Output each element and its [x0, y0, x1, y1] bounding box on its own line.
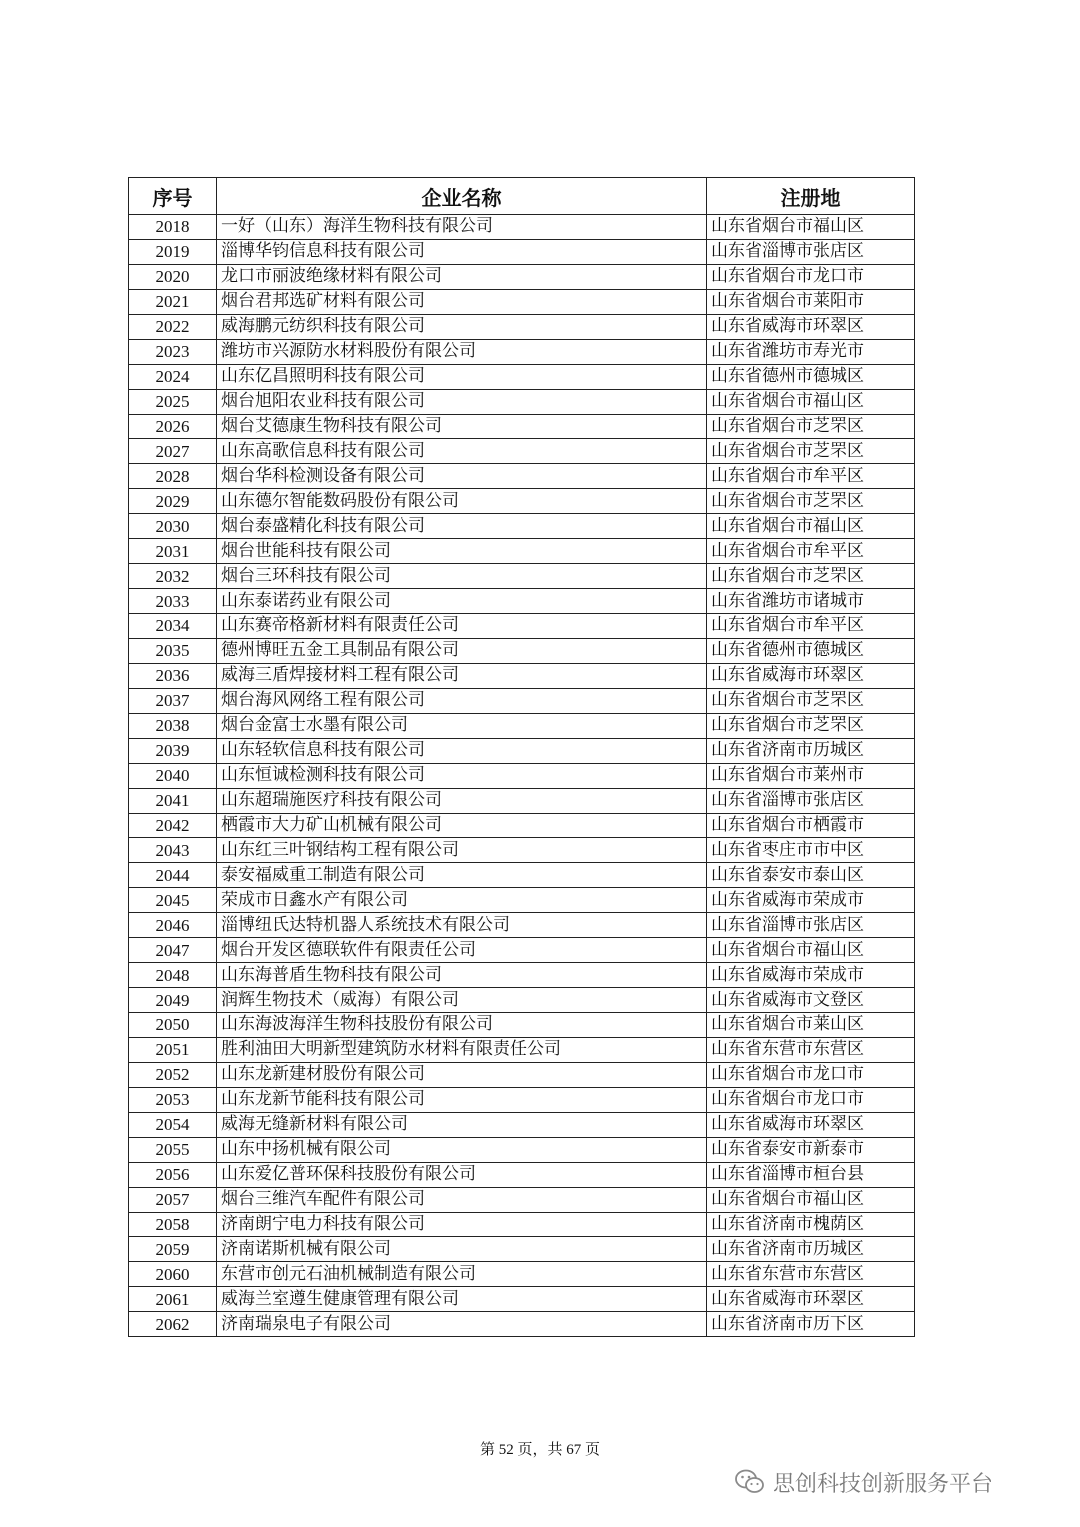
company-name-cell: 胜利油田大明新型建筑防水材料有限责任公司 [217, 1037, 707, 1062]
registration-place-cell: 山东省淄博市张店区 [707, 239, 915, 264]
serial-number-cell: 2041 [129, 788, 217, 813]
table-row [129, 239, 915, 264]
registration-place-cell: 山东省烟台市芝罘区 [707, 414, 915, 439]
table-row [129, 738, 915, 763]
table-row [129, 1037, 915, 1062]
table-row [129, 489, 915, 514]
serial-number-cell: 2032 [129, 564, 217, 589]
header-registration-place: 注册地 [707, 178, 915, 215]
serial-number-cell: 2033 [129, 589, 217, 614]
table-row [129, 464, 915, 489]
serial-number-cell: 2058 [129, 1212, 217, 1237]
company-name-cell: 潍坊市兴源防水材料股份有限公司 [217, 339, 707, 364]
table-row [129, 1187, 915, 1212]
table-row [129, 1237, 915, 1262]
table-row [129, 1087, 915, 1112]
registration-place-cell: 山东省淄博市桓台县 [707, 1162, 915, 1187]
serial-number-cell: 2024 [129, 364, 217, 389]
registration-place-cell: 山东省烟台市龙口市 [707, 264, 915, 289]
serial-number-cell: 2023 [129, 339, 217, 364]
table-row [129, 713, 915, 738]
company-name-cell: 润辉生物技术（威海）有限公司 [217, 988, 707, 1013]
registration-place-cell: 山东省烟台市牟平区 [707, 539, 915, 564]
table-row [129, 364, 915, 389]
registration-place-cell: 山东省威海市环翠区 [707, 314, 915, 339]
registration-place-cell: 山东省威海市荣成市 [707, 963, 915, 988]
page-number-footer: 第 52 页，共 67 页 [479, 1442, 600, 1458]
serial-number-cell: 2061 [129, 1287, 217, 1312]
serial-number-cell: 2048 [129, 963, 217, 988]
table-row [129, 688, 915, 713]
table-row [129, 813, 915, 838]
company-name-cell: 威海鹏元纺织科技有限公司 [217, 314, 707, 339]
registration-place-cell: 山东省烟台市莱州市 [707, 763, 915, 788]
table-row [129, 539, 915, 564]
table-row [129, 788, 915, 813]
serial-number-cell: 2044 [129, 863, 217, 888]
serial-number-cell: 2049 [129, 988, 217, 1013]
serial-number-cell: 2031 [129, 539, 217, 564]
serial-number-cell: 2018 [129, 215, 217, 240]
table-row [129, 988, 915, 1013]
registration-place-cell: 山东省枣庄市市中区 [707, 838, 915, 863]
table-row [129, 414, 915, 439]
serial-number-cell: 2035 [129, 638, 217, 663]
registration-place-cell: 山东省烟台市龙口市 [707, 1087, 915, 1112]
registration-place-cell: 山东省威海市环翠区 [707, 663, 915, 688]
table-row [129, 289, 915, 314]
company-name-cell: 威海三盾焊接材料工程有限公司 [217, 663, 707, 688]
company-name-cell: 烟台世能科技有限公司 [217, 539, 707, 564]
company-name-cell: 德州博旺五金工具制品有限公司 [217, 638, 707, 663]
company-table-container [128, 177, 914, 1337]
table-row [129, 1212, 915, 1237]
company-name-cell: 山东高歌信息科技有限公司 [217, 439, 707, 464]
registration-place-cell: 山东省烟台市芝罘区 [707, 688, 915, 713]
registration-place-cell: 山东省烟台市福山区 [707, 938, 915, 963]
company-name-cell: 烟台泰盛精化科技有限公司 [217, 514, 707, 539]
registration-place-cell: 山东省潍坊市诸城市 [707, 589, 915, 614]
serial-number-cell: 2055 [129, 1137, 217, 1162]
serial-number-cell: 2053 [129, 1087, 217, 1112]
registration-place-cell: 山东省烟台市牟平区 [707, 614, 915, 639]
header-company-name: 企业名称 [217, 178, 707, 215]
serial-number-cell: 2019 [129, 239, 217, 264]
registration-place-cell: 山东省济南市历下区 [707, 1312, 915, 1337]
wechat-icon [735, 1469, 765, 1495]
company-name-cell: 淄博纽氏达特机器人系统技术有限公司 [217, 913, 707, 938]
serial-number-cell: 2025 [129, 389, 217, 414]
serial-number-cell: 2027 [129, 439, 217, 464]
header-serial-number: 序号 [129, 178, 217, 215]
table-row [129, 339, 915, 364]
table-row [129, 1062, 915, 1087]
table-row [129, 913, 915, 938]
serial-number-cell: 2042 [129, 813, 217, 838]
serial-number-cell: 2039 [129, 738, 217, 763]
serial-number-cell: 2028 [129, 464, 217, 489]
serial-number-cell: 2036 [129, 663, 217, 688]
company-name-cell: 烟台艾德康生物科技有限公司 [217, 414, 707, 439]
table-row [129, 663, 915, 688]
table-row [129, 938, 915, 963]
company-name-cell: 山东海波海洋生物科技股份有限公司 [217, 1013, 707, 1038]
watermark-text: 思创科技创新服务平台 [773, 1471, 994, 1497]
company-name-cell: 烟台旭阳农业科技有限公司 [217, 389, 707, 414]
company-name-cell: 山东中扬机械有限公司 [217, 1137, 707, 1162]
table-row [129, 1312, 915, 1337]
company-name-cell: 山东德尔智能数码股份有限公司 [217, 489, 707, 514]
registration-place-cell: 山东省烟台市芝罘区 [707, 564, 915, 589]
company-name-cell: 济南诺斯机械有限公司 [217, 1237, 707, 1262]
company-name-cell: 山东恒诚检测科技有限公司 [217, 763, 707, 788]
registration-place-cell: 山东省烟台市龙口市 [707, 1062, 915, 1087]
serial-number-cell: 2057 [129, 1187, 217, 1212]
company-name-cell: 山东轻软信息科技有限公司 [217, 738, 707, 763]
serial-number-cell: 2038 [129, 713, 217, 738]
serial-number-cell: 2040 [129, 763, 217, 788]
registration-place-cell: 山东省东营市东营区 [707, 1262, 915, 1287]
company-name-cell: 山东超瑞施医疗科技有限公司 [217, 788, 707, 813]
registration-place-cell: 山东省烟台市栖霞市 [707, 813, 915, 838]
company-name-cell: 烟台海风网络工程有限公司 [217, 688, 707, 713]
company-name-cell: 烟台三环科技有限公司 [217, 564, 707, 589]
registration-place-cell: 山东省威海市环翠区 [707, 1287, 915, 1312]
serial-number-cell: 2030 [129, 514, 217, 539]
registration-place-cell: 山东省烟台市莱山区 [707, 1013, 915, 1038]
table-row [129, 589, 915, 614]
company-name-cell: 山东泰诺药业有限公司 [217, 589, 707, 614]
registration-place-cell: 山东省济南市历城区 [707, 1237, 915, 1262]
company-name-cell: 山东亿昌照明科技有限公司 [217, 364, 707, 389]
serial-number-cell: 2029 [129, 489, 217, 514]
table-row [129, 863, 915, 888]
table-row [129, 763, 915, 788]
table-row [129, 963, 915, 988]
registration-place-cell: 山东省东营市东营区 [707, 1037, 915, 1062]
registration-place-cell: 山东省德州市德城区 [707, 638, 915, 663]
serial-number-cell: 2062 [129, 1312, 217, 1337]
serial-number-cell: 2021 [129, 289, 217, 314]
serial-number-cell: 2050 [129, 1013, 217, 1038]
registration-place-cell: 山东省泰安市泰山区 [707, 863, 915, 888]
company-name-cell: 烟台君邦选矿材料有限公司 [217, 289, 707, 314]
registration-place-cell: 山东省烟台市福山区 [707, 389, 915, 414]
table-row [129, 1112, 915, 1137]
table-row [129, 215, 915, 240]
company-name-cell: 荣成市日鑫水产有限公司 [217, 888, 707, 913]
table-body [129, 215, 915, 1337]
company-name-cell: 烟台三维汽车配件有限公司 [217, 1187, 707, 1212]
watermark [735, 1465, 993, 1499]
registration-place-cell: 山东省威海市文登区 [707, 988, 915, 1013]
registration-place-cell: 山东省淄博市张店区 [707, 788, 915, 813]
company-name-cell: 烟台华科检测设备有限公司 [217, 464, 707, 489]
serial-number-cell: 2026 [129, 414, 217, 439]
registration-place-cell: 山东省烟台市芝罘区 [707, 489, 915, 514]
serial-number-cell: 2056 [129, 1162, 217, 1187]
company-name-cell: 山东龙新建材股份有限公司 [217, 1062, 707, 1087]
company-name-cell: 山东红三叶钢结构工程有限公司 [217, 838, 707, 863]
serial-number-cell: 2051 [129, 1037, 217, 1062]
company-name-cell: 栖霞市大力矿山机械有限公司 [217, 813, 707, 838]
company-name-cell: 济南朗宁电力科技有限公司 [217, 1212, 707, 1237]
table-row [129, 638, 915, 663]
registration-place-cell: 山东省潍坊市寿光市 [707, 339, 915, 364]
registration-place-cell: 山东省济南市历城区 [707, 738, 915, 763]
company-name-cell: 一好（山东）海洋生物科技有限公司 [217, 215, 707, 240]
table-row [129, 389, 915, 414]
serial-number-cell: 2054 [129, 1112, 217, 1137]
registration-place-cell: 山东省威海市环翠区 [707, 1112, 915, 1137]
table-row [129, 1287, 915, 1312]
registration-place-cell: 山东省济南市槐荫区 [707, 1212, 915, 1237]
registration-place-cell: 山东省德州市德城区 [707, 364, 915, 389]
table-row [129, 1262, 915, 1287]
registration-place-cell: 山东省烟台市牟平区 [707, 464, 915, 489]
registration-place-cell: 山东省烟台市莱阳市 [707, 289, 915, 314]
table-row [129, 514, 915, 539]
company-name-cell: 山东海普盾生物科技有限公司 [217, 963, 707, 988]
table-row [129, 888, 915, 913]
table-row [129, 439, 915, 464]
table-row [129, 1137, 915, 1162]
serial-number-cell: 2060 [129, 1262, 217, 1287]
company-name-cell: 山东赛帝格新材料有限责任公司 [217, 614, 707, 639]
registration-place-cell: 山东省淄博市张店区 [707, 913, 915, 938]
table-row [129, 1162, 915, 1187]
company-name-cell: 龙口市丽波绝缘材料有限公司 [217, 264, 707, 289]
registration-place-cell: 山东省烟台市福山区 [707, 1187, 915, 1212]
table-header-row [129, 178, 915, 215]
table-row [129, 264, 915, 289]
table-row [129, 314, 915, 339]
company-name-cell: 威海兰室遵生健康管理有限公司 [217, 1287, 707, 1312]
table-row [129, 564, 915, 589]
serial-number-cell: 2052 [129, 1062, 217, 1087]
company-name-cell: 烟台金富士水墨有限公司 [217, 713, 707, 738]
serial-number-cell: 2020 [129, 264, 217, 289]
registration-place-cell: 山东省烟台市福山区 [707, 215, 915, 240]
company-name-cell: 淄博华钧信息科技有限公司 [217, 239, 707, 264]
table-row [129, 614, 915, 639]
company-name-cell: 泰安福威重工制造有限公司 [217, 863, 707, 888]
serial-number-cell: 2043 [129, 838, 217, 863]
serial-number-cell: 2047 [129, 938, 217, 963]
serial-number-cell: 2059 [129, 1237, 217, 1262]
company-name-cell: 烟台开发区德联软件有限责任公司 [217, 938, 707, 963]
table-row [129, 1013, 915, 1038]
registration-place-cell: 山东省烟台市芝罘区 [707, 713, 915, 738]
registration-place-cell: 山东省烟台市福山区 [707, 514, 915, 539]
serial-number-cell: 2034 [129, 614, 217, 639]
registration-place-cell: 山东省泰安市新泰市 [707, 1137, 915, 1162]
company-name-cell: 威海无缝新材料有限公司 [217, 1112, 707, 1137]
company-name-cell: 济南瑞泉电子有限公司 [217, 1312, 707, 1337]
serial-number-cell: 2045 [129, 888, 217, 913]
company-name-cell: 山东爱亿普环保科技股份有限公司 [217, 1162, 707, 1187]
registration-place-cell: 山东省烟台市芝罘区 [707, 439, 915, 464]
serial-number-cell: 2046 [129, 913, 217, 938]
serial-number-cell: 2022 [129, 314, 217, 339]
table-row [129, 838, 915, 863]
company-name-cell: 山东龙新节能科技有限公司 [217, 1087, 707, 1112]
serial-number-cell: 2037 [129, 688, 217, 713]
company-name-cell: 东营市创元石油机械制造有限公司 [217, 1262, 707, 1287]
registration-place-cell: 山东省威海市荣成市 [707, 888, 915, 913]
company-table [128, 177, 915, 1337]
